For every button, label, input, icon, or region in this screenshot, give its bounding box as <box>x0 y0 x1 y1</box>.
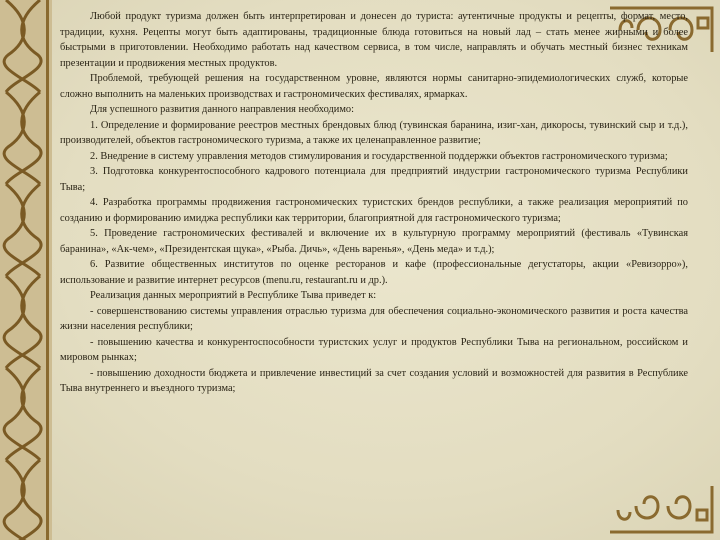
paragraph: Реализация данных мероприятий в Республике Тыва приведет к: <box>90 290 377 301</box>
body-text <box>60 9 688 397</box>
left-ornament-border <box>0 0 52 540</box>
bottom-right-ornament <box>600 476 720 540</box>
list-item: 2. Внедрение в систему управления методов стимулирования и государственной поддержки объектов гастрономического туризма; <box>90 150 668 162</box>
list-item: - повышению доходности бюджета и привлечение инвестиций за счет создания условий и возможностей для развития в Республике Тыва внутреннего и въездного туризма; <box>60 367 688 394</box>
list-item: 4. Разработка программы продвижения гастрономических туристских брендов республики, а также реализация мероприятий по созданию и формированию имиджа республики как территории, благоприятной для гастрономического туризма; <box>60 197 688 224</box>
list-item: 1. Определение и формирование реестров местных брендовых блюд (тувинская баранина, изиг-хан, дикоросы, тувинский сыр и т.д.), производителей, объектов гастрономического туризма, а также их целенаправленное развитие; <box>60 119 688 146</box>
list-item: 3. Подготовка конкурентоспособного кадрового потенциала для предприятий индустрии гастрономического туризма Республики Тыва; <box>60 166 688 193</box>
list-item: - совершенствованию системы управления отраслью туризма для обеспечения социально-экономического развития и роста качества жизни населения республики; <box>60 305 688 332</box>
list-item: 6. Развитие общественных институтов по оценке ресторанов и кафе (профессиональные дегустаторы, акции «Ревизорро»), использование и развитие интернет ресурсов (menu.ru, restaurant.ru и др.). <box>60 259 688 286</box>
list-item: 5. Проведение гастрономических фестивалей и включение их в культурную программу мероприятий (фестиваль «Тувинская баранина», «Ак-чем», «Президентская щука», «Рыба. Дичь», «День варенья», «День меда» и т.д.); <box>60 228 688 255</box>
paragraph: Проблемой, требующей решения на государственном уровне, являются нормы санитарно-эпидемиологических служб, которые сложно выполнить на маленьких производствах и гастрономических фестивалях, ярмарках. <box>60 73 688 100</box>
paragraph: Для успешного развития данного направления необходимо: <box>90 104 354 115</box>
paragraph: Любой продукт туризма должен быть интерпретирован и донесен до туриста: аутентичные продукты и рецепты, формат, место, традиции, кухня. Рецепты могут быть адаптированы, традиционные блюда готовиться на новый лад – стать менее жирными и более быстрыми в приготовлении. Необходимо работать над качеством сервиса, в том числе, направлять и обучать местный бизнес техникам презентации и продвижения местных продуктов. <box>60 11 688 69</box>
list-item: - повышению качества и конкурентоспособности туристских услуг и продуктов Республики Тыва на региональном, российском и мировом рынках; <box>60 336 688 363</box>
